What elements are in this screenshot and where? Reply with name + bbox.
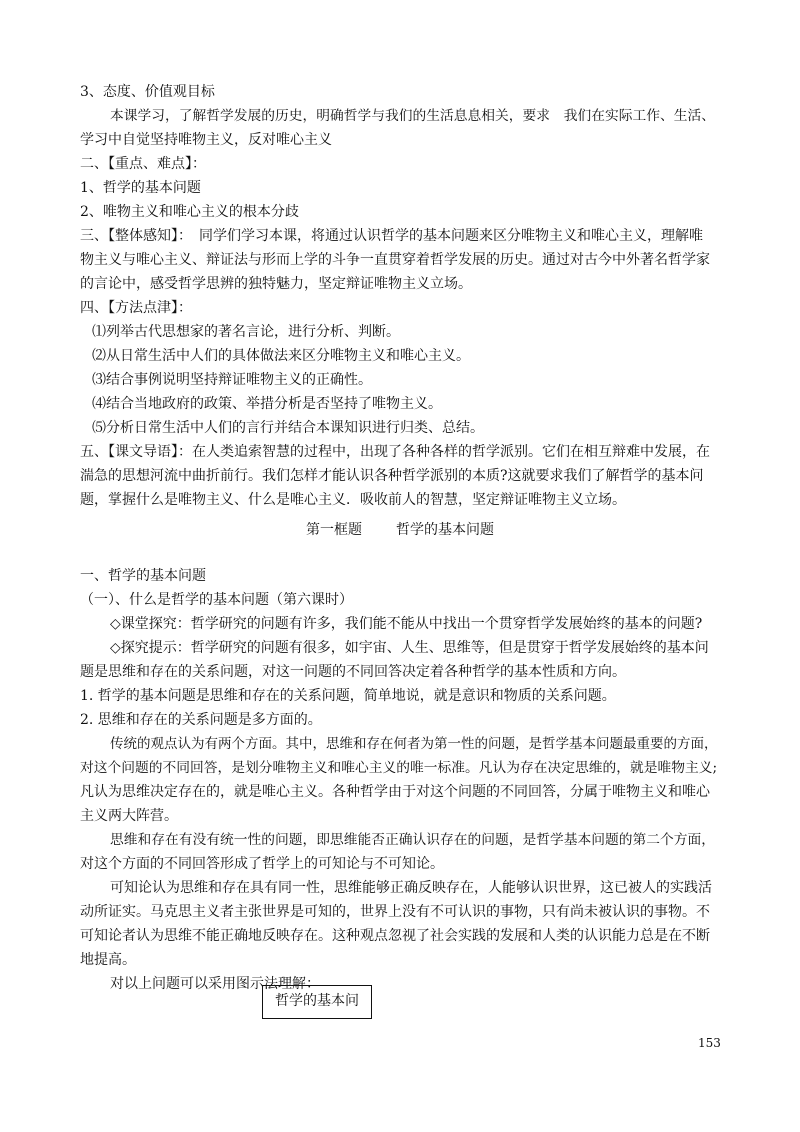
section-title-attitude: 3、态度、价值观目标 bbox=[80, 84, 215, 100]
paragraph-line: ◇课堂探究：哲学研究的问题有许多，我们能不能从中找出一个贯穿哲学发展始终的基本的问题? bbox=[110, 616, 703, 632]
paragraph-line: 可知论者认为思维不能正确地反映存在。这种观点忽视了社会实践的发展和人类的认识能力总是在不断 bbox=[80, 928, 710, 944]
paragraph-line: 动所证实。马克思主义者主张世界是可知的，世界上没有不可认识的事物，只有尚未被认识的事物。不 bbox=[80, 904, 710, 920]
paragraph-line: 的言论中，感受哲学思辨的独特魅力，坚定辩证唯物主义立场。 bbox=[80, 276, 472, 292]
chapter-heading bbox=[0, 520, 800, 540]
paragraph-line: ◇探究提示：哲学研究的问题有很多，如宇宙、人生、思维等，但是贯穿于哲学发展始终的基本问 bbox=[110, 640, 709, 656]
list-item: 1、哲学的基本问题 bbox=[80, 180, 201, 196]
section-heading-intro: 五、【课文导语】：在人类追索智慧的过程中，出现了各种各样的哲学派别。它们在相互辩难中发展，在 bbox=[80, 444, 710, 460]
paragraph-line: 本课学习，了解哲学发展的历史，明确哲学与我们的生活息息相关，要求 我们在实际工作、生活、 bbox=[110, 108, 716, 124]
paragraph-line: 学习中自觉坚持唯物主义，反对唯心主义 bbox=[80, 132, 332, 148]
list-item: ⑶结合事例说明坚持辩证唯物主义的正确性。 bbox=[92, 372, 372, 388]
list-item: ⑸分析日常生活中人们的言行并结合本课知识进行归类、总结。 bbox=[92, 420, 484, 436]
paragraph-line: 主义两大阵营。 bbox=[80, 808, 178, 824]
paragraph-line: 对这个问题的不同回答，是划分唯物主义和唯心主义的唯一标准。凡认为存在决定思维的，就是唯物主义; bbox=[80, 760, 718, 776]
paragraph-line: 湍急的思想河流中曲折前行。我们怎样才能认识各种哲学派别的本质?这就要求我们了解哲学的基本问 bbox=[80, 468, 704, 484]
subsection-heading: （一）、什么是哲学的基本问题（第六课时） bbox=[80, 592, 353, 608]
paragraph-line: 思维和存在有没有统一性的问题，即思维能否正确认识存在的问题，是哲学基本问题的第二个方面， bbox=[110, 832, 716, 848]
list-item: ⑷结合当地政府的政策、举措分析是否坚持了唯物主义。 bbox=[92, 396, 442, 412]
list-item: 2、唯物主义和唯心主义的根本分歧 bbox=[80, 204, 299, 220]
chapter-heading-part1: 第一框题 bbox=[306, 522, 362, 538]
diagram-box: 哲学的基本问 bbox=[262, 985, 372, 1019]
section-heading-overview: 三、【整体感知】： 同学们学习本课，将通过认识哲学的基本问题来区分唯物主义和唯心主义，理解唯 bbox=[80, 228, 703, 244]
paragraph-line: 凡认为思维决定存在的，就是唯心主义。各种哲学由于对这个问题的不同回答，分属于唯物主义和唯心 bbox=[80, 784, 710, 800]
list-item: 1. 哲学的基本问题是思维和存在的关系问题，简单地说，就是意识和物质的关系问题。 bbox=[80, 688, 616, 704]
paragraph-line: 题是思维和存在的关系问题，对这一问题的不同回答决定着各种哲学的基本性质和方向。 bbox=[80, 664, 626, 680]
page-number: 153 bbox=[698, 1036, 721, 1050]
paragraph-line: 题，掌握什么是唯物主义、什么是唯心主义．吸收前人的智慧，坚定辩证唯物主义立场。 bbox=[80, 492, 626, 508]
section-heading-key-points: 二、【重点、难点】： bbox=[80, 156, 206, 172]
paragraph-line: 地提高。 bbox=[80, 952, 136, 968]
paragraph-line: 传统的观点认为有两个方面。其中，思维和存在何者为第一性的问题，是哲学基本问题最重要的方面， bbox=[110, 736, 718, 752]
list-item: 2. 思维和存在的关系问题是多方面的。 bbox=[80, 712, 322, 728]
section-heading-methods: 四、【方法点津】： bbox=[80, 300, 192, 316]
paragraph-line: 可知论认为思维和存在具有同一性，思维能够正确反映存在，人能够认识世界，这已被人的实践活 bbox=[110, 880, 712, 896]
chapter-heading-part2: 哲学的基本问题 bbox=[396, 522, 494, 538]
list-item: ⑴列举古代思想家的著名言论，进行分析、判断。 bbox=[92, 324, 400, 340]
paragraph-line: 物主义与唯心主义、辩证法与形而上学的斗争一直贯穿着哲学发展的历史。通过对古今中外著名哲学家 bbox=[80, 252, 710, 268]
paragraph-line: 对这个方面的不同回答形成了哲学上的可知论与不可知论。 bbox=[80, 856, 444, 872]
list-item: ⑵从日常生活中人们的具体做法来区分唯物主义和唯心主义。 bbox=[92, 348, 470, 364]
paragraph-line: 对以上问题可以采用图示法理解： bbox=[110, 976, 320, 992]
section-heading-basic-question: 一、哲学的基本问题 bbox=[80, 568, 206, 584]
